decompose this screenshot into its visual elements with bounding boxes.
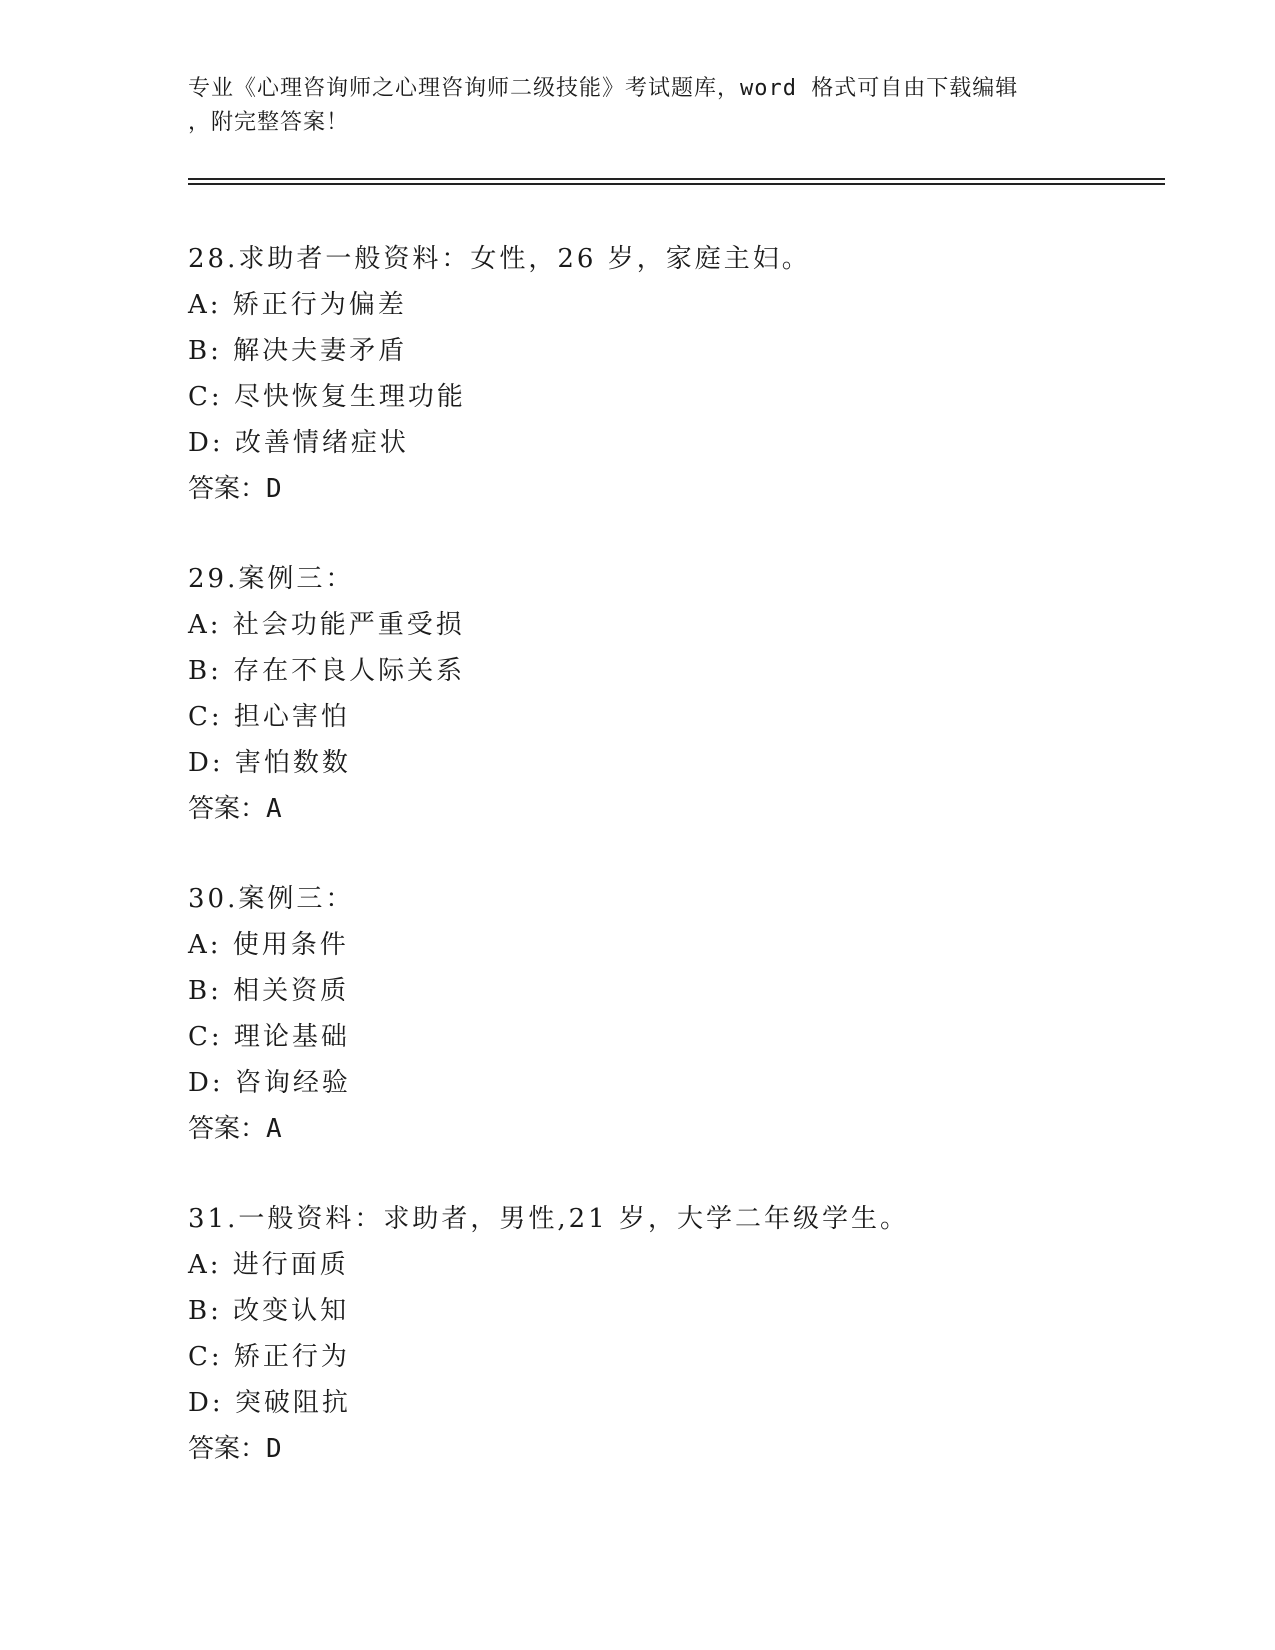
document-header <box>188 72 1088 140</box>
option-c: C: 矫正行为 <box>188 1342 350 1372</box>
answer-line <box>188 1426 1148 1472</box>
question-29 <box>188 556 1148 832</box>
option-b: B: 存在不良人际关系 <box>188 656 466 686</box>
question-stem: 30.案例三： <box>188 884 355 914</box>
answer-line <box>188 1106 1148 1152</box>
answer-value: A <box>266 794 282 824</box>
answer-value: D <box>266 474 282 504</box>
option-d: D: 害怕数数 <box>188 748 351 778</box>
option-b: B: 解决夫妻矛盾 <box>188 336 408 366</box>
question-stem: 31.一般资料：求助者，男性,21 岁，大学二年级学生。 <box>188 1204 909 1234</box>
header-divider-bottom <box>188 183 1165 185</box>
option-c: C: 理论基础 <box>188 1022 350 1052</box>
answer-value: D <box>266 1434 282 1464</box>
question-31 <box>188 1196 1148 1472</box>
option-a: A: 矫正行为偏差 <box>188 290 407 320</box>
answer-value: A <box>266 1114 282 1144</box>
answer-label: 答案： <box>188 474 267 504</box>
option-d: D: 突破阻抗 <box>188 1388 351 1418</box>
option-c: C: 尽快恢复生理功能 <box>188 382 466 412</box>
question-30 <box>188 876 1148 1152</box>
option-d: D: 改善情绪症状 <box>188 428 409 458</box>
question-stem: 29.案例三： <box>188 564 355 594</box>
option-b: B: 相关资质 <box>188 976 350 1006</box>
option-a: A: 使用条件 <box>188 930 349 960</box>
option-d: D: 咨询经验 <box>188 1068 351 1098</box>
option-a: A: 社会功能严重受损 <box>188 610 465 640</box>
answer-label: 答案： <box>188 1114 267 1144</box>
question-28 <box>188 236 1148 512</box>
option-c: C: 担心害怕 <box>188 702 350 732</box>
question-list <box>188 236 1148 1516</box>
answer-line <box>188 786 1148 832</box>
option-a: A: 进行面质 <box>188 1250 349 1280</box>
question-stem: 28.求助者一般资料：女性，26 岁，家庭主妇。 <box>188 244 811 274</box>
answer-label: 答案： <box>188 1434 267 1464</box>
answer-line <box>188 466 1148 512</box>
header-title-line-2: ，附完整答案！ <box>188 110 350 135</box>
header-divider-top <box>188 178 1165 180</box>
option-b: B: 改变认知 <box>188 1296 350 1326</box>
header-title-line-1: 专业《心理咨询师之心理咨询师二级技能》考试题库，word 格式可自由下载编辑 <box>188 76 1019 101</box>
answer-label: 答案： <box>188 794 267 824</box>
